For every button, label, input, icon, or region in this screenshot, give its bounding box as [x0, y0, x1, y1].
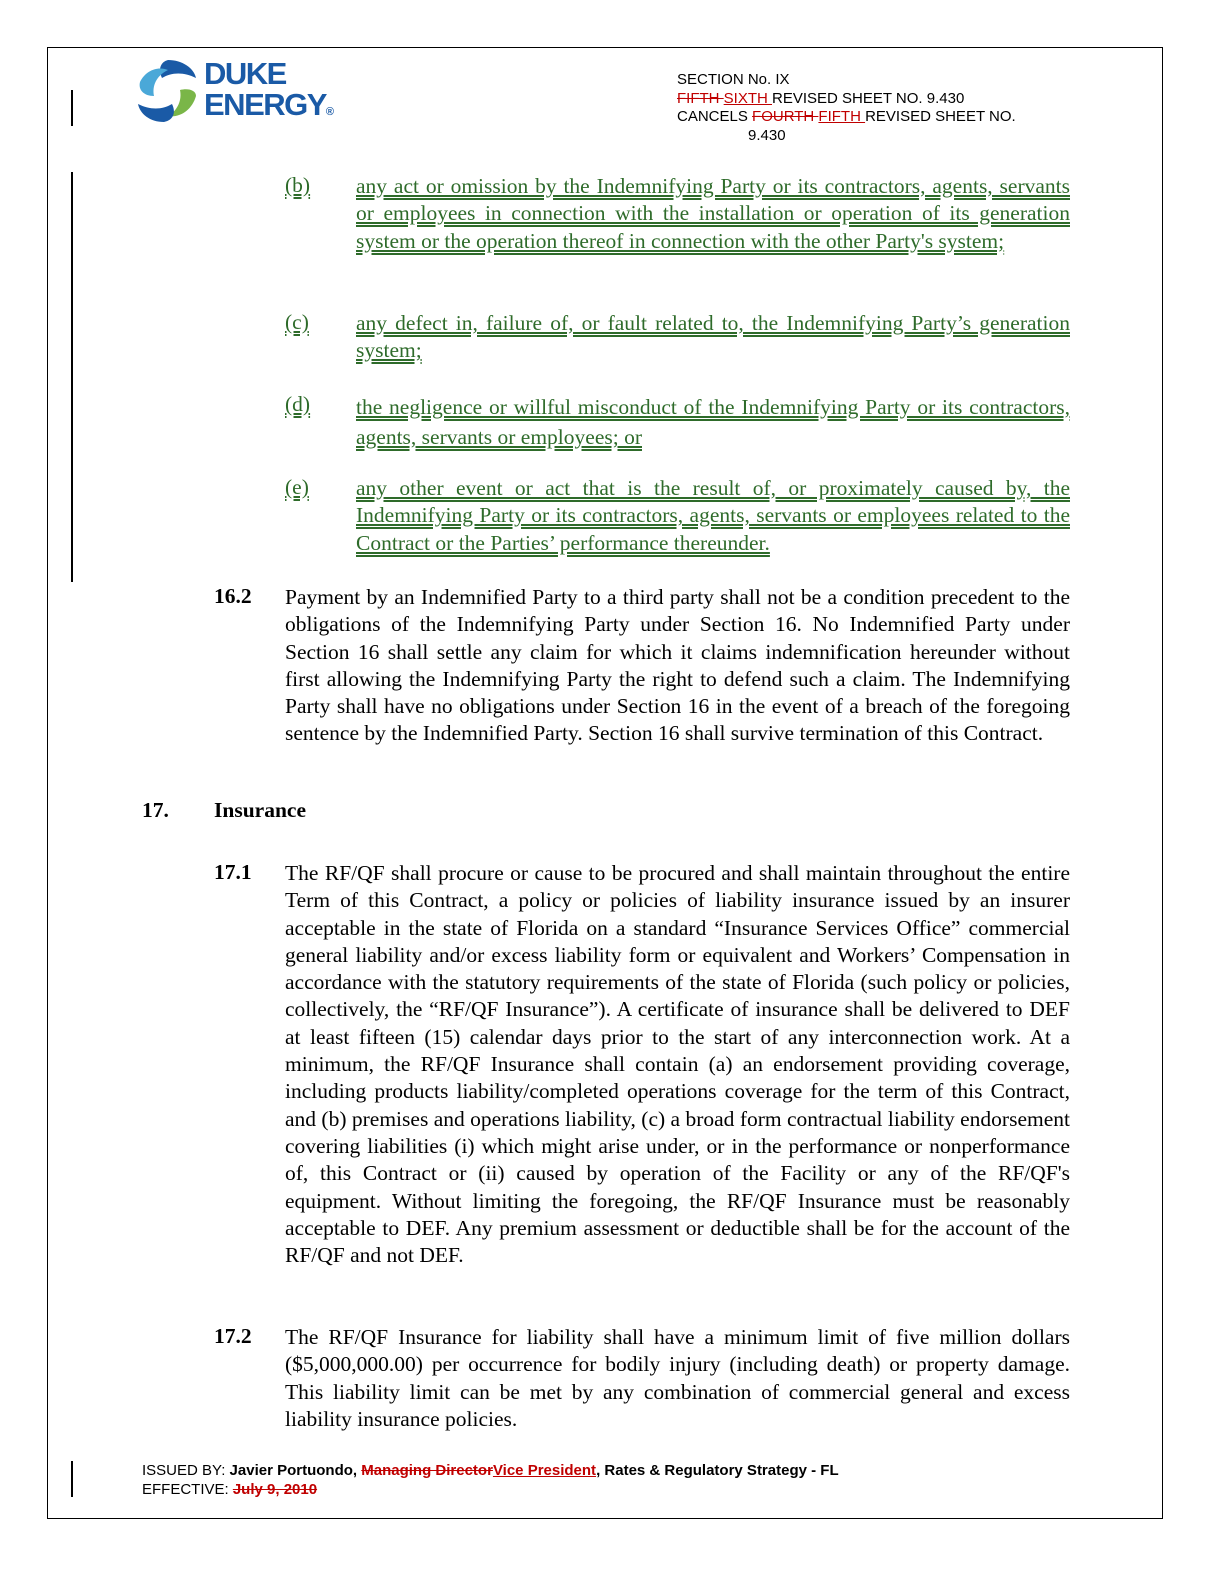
issued-inserted-title: Vice President	[492, 1462, 597, 1479]
logo-energy-text: ENERGY	[204, 87, 326, 122]
sheet-deleted-text: FIFTH	[677, 89, 724, 107]
cancels-line	[677, 108, 1016, 127]
duke-energy-logo	[134, 56, 344, 128]
issued-rest: , Rates & Regulatory Strategy - FL	[596, 1462, 839, 1479]
effective-line	[142, 1480, 839, 1499]
sheet-line	[677, 90, 1016, 109]
section-number-17: 17.	[142, 798, 169, 822]
cancels-deleted-text: FOURTH	[752, 108, 819, 125]
cancels-label: CANCELS	[677, 108, 753, 125]
issued-name: Javier Portuondo,	[229, 1462, 362, 1479]
registered-mark: ®	[325, 106, 335, 118]
issued-deleted-title: Managing Director	[361, 1462, 493, 1479]
sheet-inserted-text: SIXTH	[723, 89, 772, 107]
section-text-17-1: The RF/QF shall procure or cause to be procured and shall maintain throughout the entire Term of this Contract, a policy or policies of liability insurance issued by an insurer acceptable in the state of Florida on a standard “Insurance Services Office” commercial general liability and/or excess liability form or equivalent and Workers’ Compensation in accordance with the statutory requirements of the state of Florida (such policy or policies, collectively, the “RF/QF Insurance”). A certificate of insurance shall be delivered to DEF at least fifteen (15) calendar days prior to the start of any interconnection work. At a minimum, the RF/QF Insurance shall contain (a) an endorsement providing coverage, including products liability/completed operations coverage for the term of this Contract, and (b) premises and operations liability, (c) a broad form contractual liability endorsement covering liabilities (i) which might arise under, or in the performance or nonperformance of, this Contract or (ii) caused by operation of the Facility or any of the RF/QF's equipment. Without limiting the foregoing, the RF/QF Insurance must be reasonably acceptable to DEF. Any premium assessment or deductible shall be for the account of the RF/QF and not DEF.	[285, 861, 1070, 1268]
change-bar-items	[71, 172, 73, 582]
item-letter: (e)	[285, 475, 309, 499]
item-text: any defect in, failure of, or fault related to, the Indemnifying Party’s generation system;	[356, 311, 1070, 363]
section-text-17-2: The RF/QF Insurance for liability shall have a minimum limit of five million dollars ($5,000,000.00) per occurrence for bodily injury (including death) or property damage. This liability limit can be met by any combination of commercial general and excess liability insurance policies.	[285, 1325, 1070, 1431]
change-bar-footer	[71, 1461, 73, 1497]
issued-label: ISSUED BY:	[142, 1462, 230, 1479]
item-letter: (c)	[285, 310, 309, 334]
section-number-16-2: 16.2	[214, 584, 252, 608]
logo-line-duke: DUKE	[204, 56, 286, 91]
duke-energy-logo-mark-icon	[134, 56, 202, 126]
effective-label: EFFECTIVE:	[142, 1481, 233, 1498]
effective-deleted-date: July 9, 2010	[232, 1481, 318, 1498]
item-text: any other event or act that is the result of, or proximately caused by, the Indemnifying Party or its contractors, agents, servants or employees related to the Contract or the Parties’ performance thereunder.	[356, 476, 1070, 555]
section-title-17: Insurance	[214, 798, 306, 822]
item-letter: (b)	[285, 173, 311, 197]
section-number-17-1: 17.1	[214, 860, 252, 884]
section-text-16-2: Payment by an Indemnified Party to a third party shall not be a condition precedent to the obligations of the Indemnifying Party under Section 16. No Indemnified Party under Section 16 shall settle any claim for which it claims indemnification hereunder without first allowing the Indemnifying Party the right to defend such a claim. The Indemnifying Party shall have no obligations under Section 16 in the event of a breach of the foregoing sentence by the Indemnified Party. Section 16 shall survive termination of this Contract.	[285, 585, 1070, 746]
logo-wordmark	[204, 58, 334, 128]
section-number: SECTION No. IX	[677, 71, 790, 88]
sheet-header	[677, 71, 1016, 145]
issued-by-line	[142, 1461, 839, 1480]
logo-line-energy	[204, 89, 334, 128]
item-text: the negligence or willful misconduct of the Indemnifying Party or its contractors, agents, servants or employees; or	[356, 395, 1070, 449]
item-text: any act or omission by the Indemnifying Party or its contractors, agents, servants or employees in connection with the installation or operation of its generation system or the operation thereof in connection with the other Party's system;	[356, 174, 1070, 253]
section-number-17-2: 17.2	[214, 1324, 252, 1348]
page-frame	[47, 47, 1163, 1519]
page-footer	[142, 1461, 839, 1499]
cancels-rest-text: REVISED SHEET NO.	[865, 108, 1016, 125]
sheet-rest-text: REVISED SHEET NO. 9.430	[772, 89, 965, 107]
item-letter: (d)	[285, 392, 311, 416]
cancels-number: 9.430	[748, 126, 786, 144]
change-bar-header	[71, 90, 73, 126]
cancels-inserted-text: FIFTH	[818, 108, 866, 125]
